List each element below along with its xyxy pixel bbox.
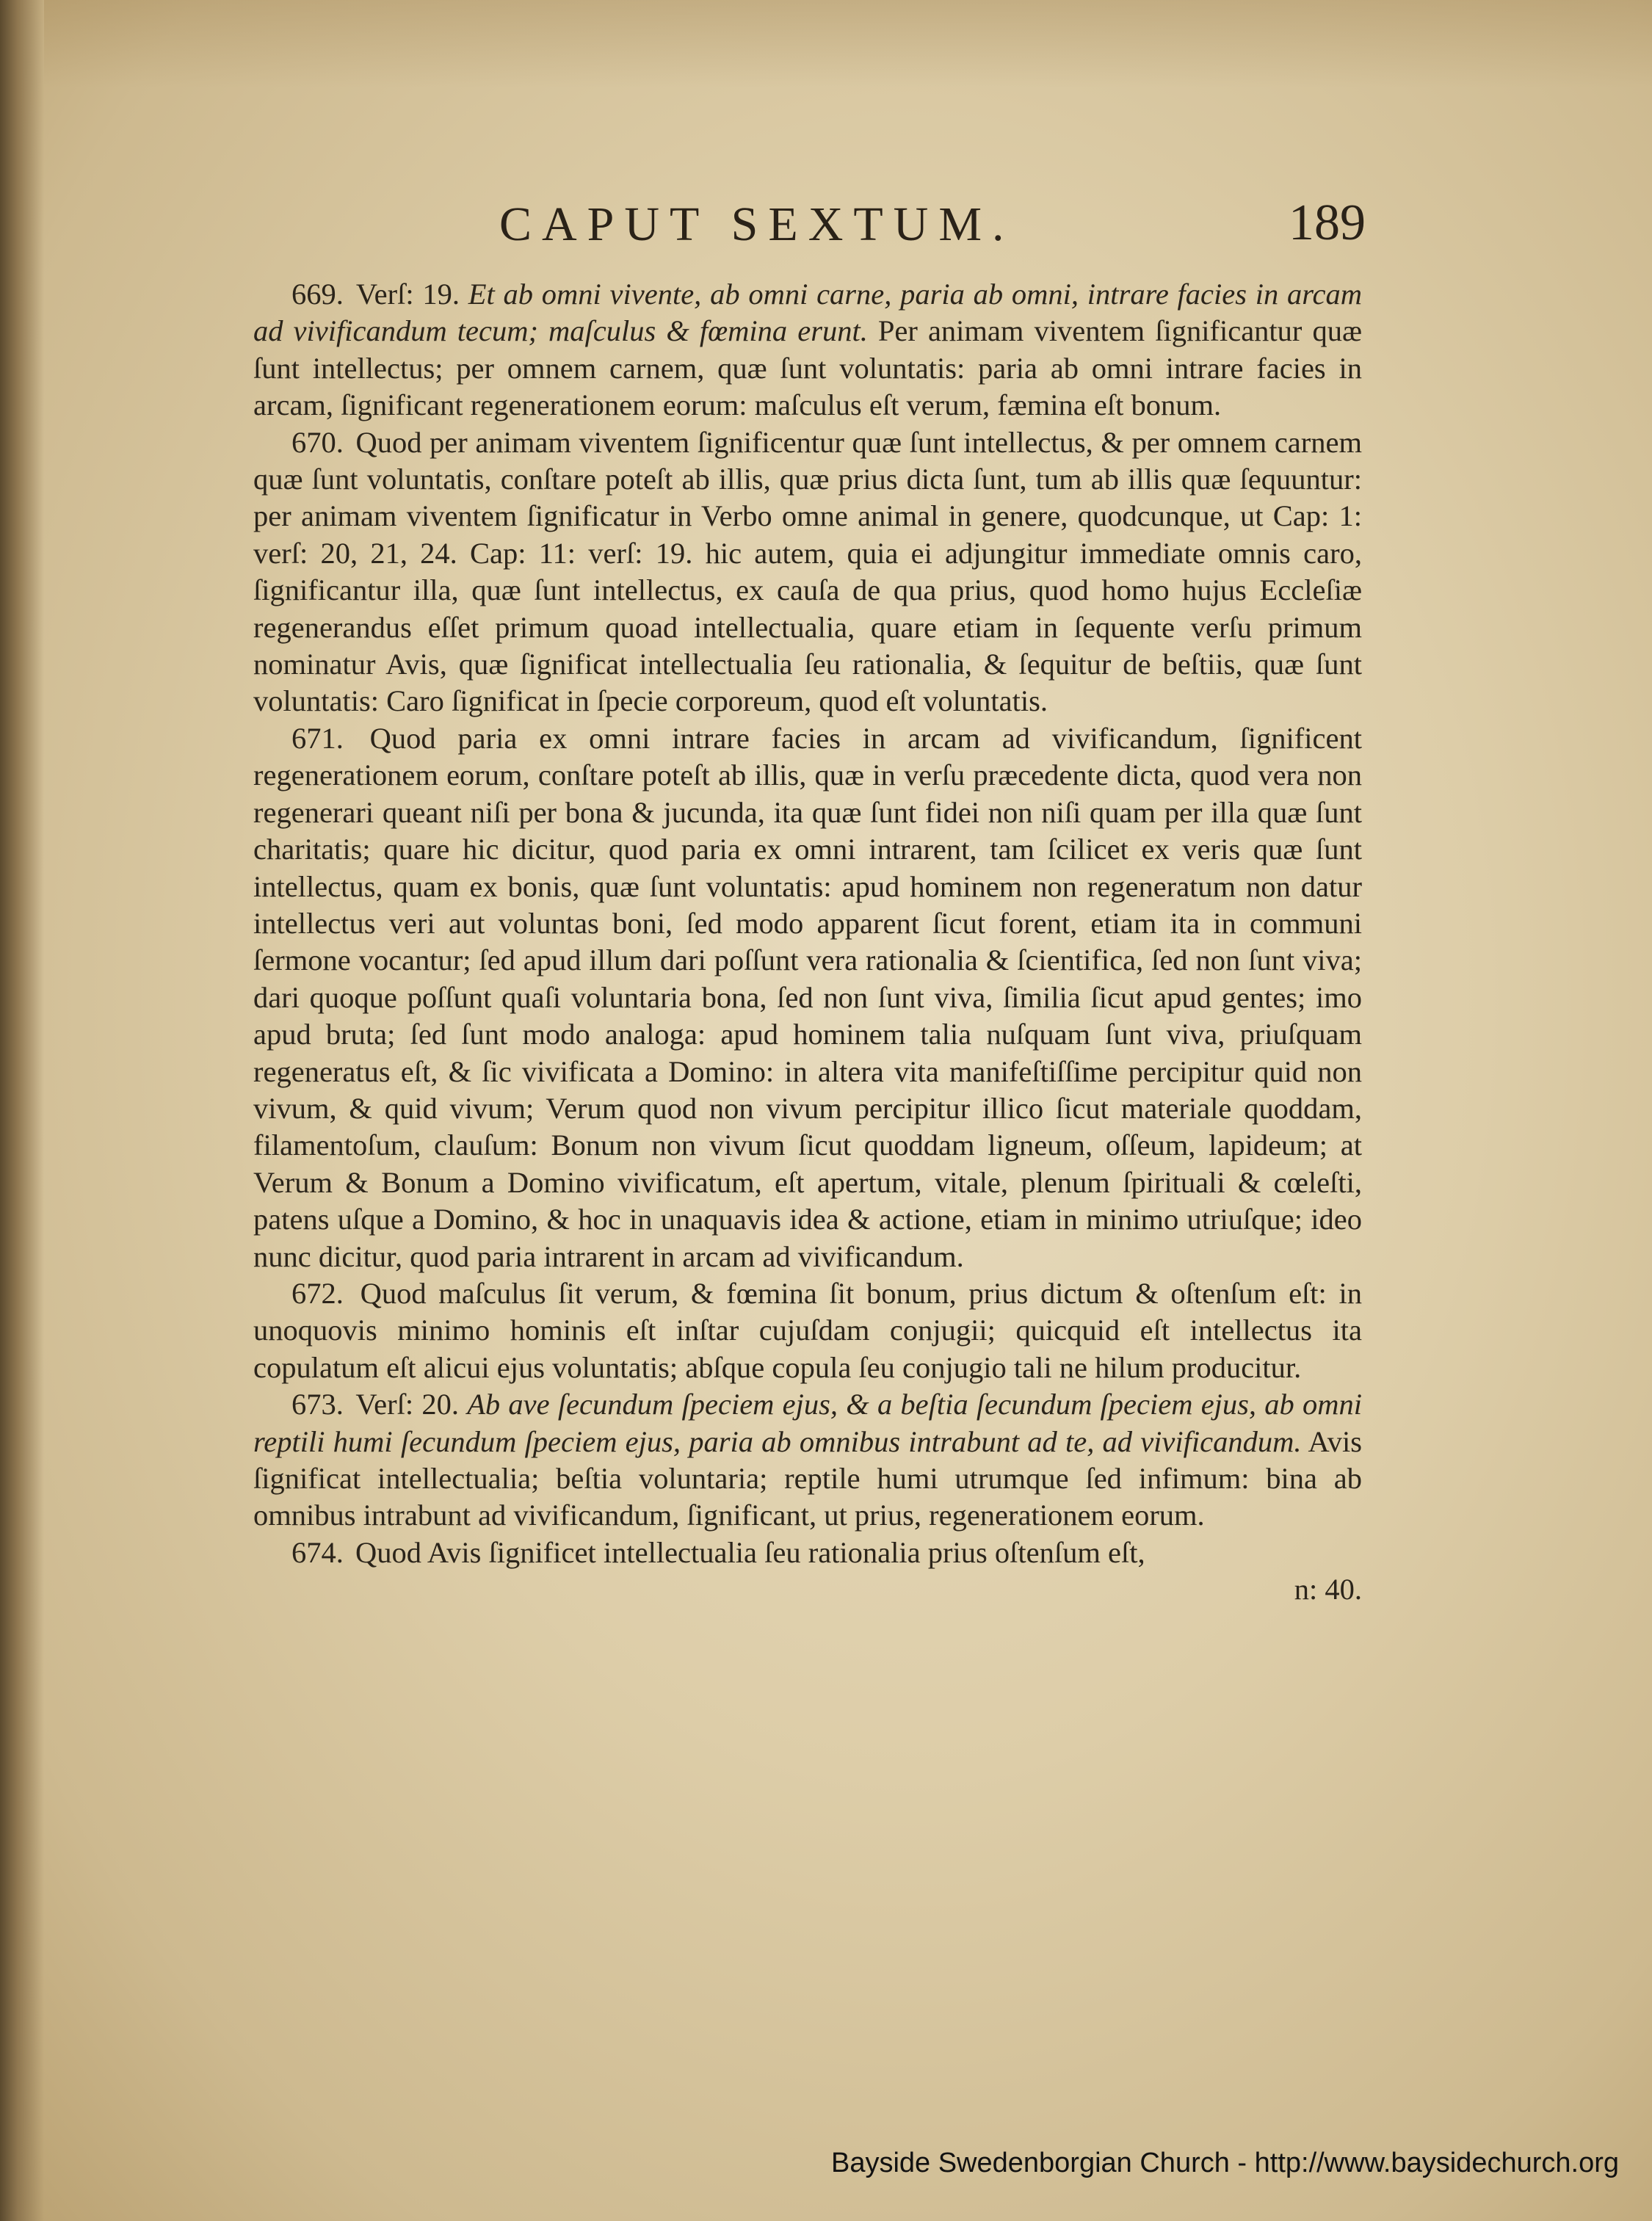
paragraph-text: Quod Avis ſignificet intellectualia ſeu rationalia prius oſtenſum eſt,	[355, 1535, 1145, 1569]
verse-reference: Verſ: 20.	[355, 1388, 459, 1421]
paragraph-670	[253, 424, 1362, 720]
paragraph-number: 673.	[291, 1388, 344, 1421]
paragraph-number: 672.	[291, 1276, 344, 1310]
paragraph-number: 669.	[291, 278, 344, 311]
paragraph-text: Avis ſignificat intellectualia; beſtia voluntaria; reptile humi utrumque ſed infimum: bina ab omnibus intrabunt ad vivificandum, ſignificant, ut prius, regenerationem eorum.	[253, 1424, 1362, 1532]
paragraph-text: Per animam viventem ſignificantur quæ ſunt intellectus; per omnem carnem, quæ ſunt voluntatis: paria ab omni intrare facies in arcam, ſignificant regenerationem eorum: maſculus eſt verum, fæmina eſt bonum.	[253, 314, 1362, 422]
paragraph-674	[253, 1535, 1362, 1571]
paragraph-673	[253, 1386, 1362, 1535]
paragraph-672	[253, 1275, 1362, 1386]
body-text	[253, 276, 1362, 1609]
page-number: 189	[1289, 195, 1366, 251]
catchword-reference: n: 40.	[1294, 1573, 1362, 1606]
binding-gutter	[0, 0, 44, 2221]
paragraph-text: Quod maſculus ſit verum, & fœmina ſit bonum, prius dictum & oſtenſum eſt: in unoquovis minimo hominis eſt inſtar cujuſdam conjugii; quicquid eſt intellectus ita copulatum eſt alicui ejus voluntatis; abſque copula ſeu conjugio tali ne hilum producitur.	[253, 1276, 1362, 1384]
paragraph-669	[253, 276, 1362, 424]
scripture-quote: Et ab omni vivente, ab omni carne, paria ab omni, intrare facies in arcam ad vivificandum tecum; maſculus & fœmina erunt.	[253, 278, 1363, 348]
paragraph-number: 671.	[291, 721, 344, 755]
page-header	[257, 197, 1366, 256]
paragraph-671	[253, 720, 1362, 1275]
paragraph-number: 674.	[291, 1535, 344, 1569]
source-watermark: Bayside Swedenborgian Church - http://www.baysidechurch.org	[830, 2148, 1619, 2178]
scripture-quote: Ab ave ſecundum ſpeciem ejus, & a beſtia ſecundum ſpeciem ejus, ab omni reptili humi ſecundum ſpeciem ejus, paria ab omnibus intrabunt ad te, ad vivificandum.	[253, 1388, 1363, 1458]
paragraph-text: Quod per animam viventem ſignificentur quæ ſunt intellectus, & per omnem carnem quæ ſunt voluntatis, conſtare poteſt ab illis, quæ prius dicta ſunt, tum ab illis quæ ſequuntur: per animam viventem ſignificatur in Verbo omne animal in genere, quodcunque, ut Cap: 1: verſ: 20, 21, 24. Cap: 11: verſ: 19. hic autem, quia ei adjungitur immediate omnis caro, ſignificantur illa, quæ ſunt intellectus, ex cauſa de qua prius, quod homo hujus Eccleſiæ regenerandus eſſet primum quoad intellectualia, quare etiam in ſequente verſu primum nominatur Avis, quæ ſignificat intellectualia ſeu rationalia, & ſequitur de beſtiis, quæ ſunt voluntatis: Caro ſignificat in ſpecie corporeum, quod eſt voluntatis.	[253, 425, 1362, 718]
running-head: CAPUT SEXTUM.	[499, 198, 1015, 251]
paragraph-number: 670.	[291, 425, 344, 459]
verse-reference: Verſ: 19.	[355, 278, 460, 311]
page-edge-stain	[44, 0, 1652, 88]
paragraph-text: Quod paria ex omni intrare facies in arcam ad vivificandum, ſignificent regenerationem eorum, conſtare poteſt ab illis, quæ in verſu præcedente dicta, quod vera non regenerari queant niſi per bona & jucunda, ita quæ ſunt fidei non niſi quam per illa quæ ſunt charitatis; quare hic dicitur, quod paria ex omni intrarent, tam ſcilicet ex veris quæ ſunt intellectus, quam ex bonis, quæ ſunt voluntatis: apud hominem non regeneratum non datur intellectus veri aut voluntas boni, ſed modo apparent ſicut forent, etiam ita in communi ſermone vocantur; ſed apud illum dari poſſunt vera rationalia & ſcientifica, ſed non ſunt viva; dari quoque poſſunt quaſi voluntaria bona, ſed non ſunt viva, ſimilia ſicut apud gentes; imo apud bruta; ſed ſunt modo analoga: apud hominem talia nuſquam ſunt viva, priuſquam regeneratus eſt, & ſic vivificata a Domino: in altera vita manifeſtiſſime percipitur quid non vivum, & quid vivum; Verum quod non vivum percipitur illico ſicut materiale quoddam, filamentoſum, clauſum: Bonum non vivum ſicut quoddam ligneum, oſſeum, lapideum; at Verum & Bonum a Domino vivificatum, eſt apertum, vitale, plenum ſpirituali & cœleſti, patens uſque a Domino, & hoc in unaquavis idea & actione, etiam in minimo utriuſque; ideo nunc dicitur, quod paria intrarent in arcam ad vivificandum.	[253, 721, 1362, 1273]
